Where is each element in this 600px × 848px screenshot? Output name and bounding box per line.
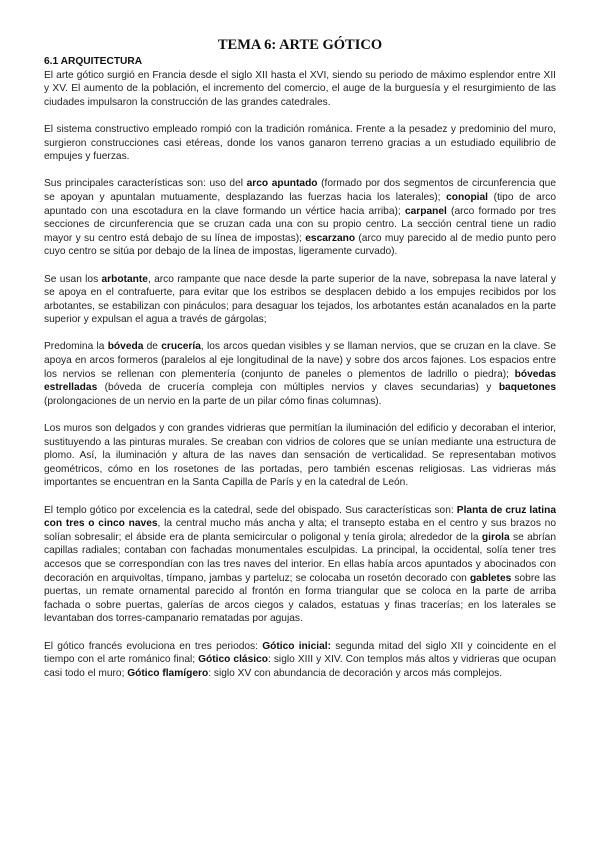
page-title: TEMA 6: ARTE GÓTICO	[217, 37, 383, 53]
term-gotico-flamigero: Gótico flamígero	[127, 667, 209, 679]
term-carpanel: carpanel	[404, 205, 447, 217]
paragraph-construction-system: El sistema constructivo empleado rompió con la tradición románica. Frente a la pesadez y predominio del muro, surgieron construcciones casi etéreas, donde los vanos ganaron terreno gracias a un estudiado equilibrio de empujes y fuerzas.	[44, 123, 556, 163]
paragraph-periods: El gótico francés evoluciona en tres periodos: Gótico inicial: segunda mitad del siglo XII y coincidente en el tiempo con el arte románico final; Gótico clásico: siglo XIII y XIV. Con templos más altos y vidrieras que ocupan casi todo el muro; Gótico flamígero: siglo XV con abundancia de decoración y arcos más complejos.	[44, 640, 557, 679]
paragraph-vaults: Predomina la bóveda de crucería, los arcos quedan visibles y se llaman nervios, que se cruzan en la clave. Se apoya en arcos formeros (paralelos al eje longitudinal de la nave) y sobre dos arcos fajones. Los espacios entre los nervios se rellenan con plementería (conjunto de paneles o plementos de ladrillo o piedra); bóvedas estrelladas (bóveda de crucería compleja con múltiples nervios y claves secundarias) y baquetones (prolongaciones de un nervio en la parte de un pilar cómo finas columnas).	[44, 341, 557, 407]
term-conopial: conopial	[446, 191, 489, 203]
section-heading: 6.1 ARQUITECTURA	[44, 56, 143, 67]
term-arco-apuntado: arco apuntado	[246, 178, 318, 190]
term-gotico-clasico: Gótico clásico	[198, 654, 268, 666]
term-baquetones: baquetones	[498, 382, 556, 394]
paragraph-arch-types: Sus principales características son: uso del arco apuntado (formado por dos segmentos de circunferencia que se apoyan y apuntalan mutuamente, desplazando las fuerzas hacia los laterales); conopial (tipo de arco apuntado con una escotadura en la clave formando un vértice hacia arriba); carpanel (arco formado por tres secciones de circunferencia que se cruzan cada una con su propio centro. La sección central tiene un radio mayor y su centro está debajo de su línea de impostas); escarzano (arco muy parecido al de medio punto pero cuyo centro se sitúa por debajo de la línea de impostas, ligeramente curvado).	[44, 178, 557, 258]
term-cruceria: crucería	[161, 341, 201, 353]
term-bovedas-estrelladas: bóvedas estrelladas	[44, 368, 556, 394]
term-girola: girola	[481, 531, 510, 543]
term-arbotante: arbotante	[101, 273, 148, 285]
term-boveda: bóveda	[107, 341, 144, 353]
term-escarzano: escarzano	[305, 232, 356, 244]
paragraph-stained-glass: Los muros son delgados y con grandes vidrieras que permitían la iluminación del edificio y decoraban el interior, sustituyendo a las pinturas murales. Se creaban con vidrios de colores que se unían mediante una estructura de plomo. Así, la iluminación y altura de las naves dan sensación de verticalidad. Se representaban motivos geométricos, cómo en los rosetones de las portadas, pero también escenas religiosas. Las vidrieras más importantes se encuentran en la Santa Capilla de París y en la catedral de León.	[44, 423, 556, 489]
term-planta-cruz-latina: Planta de cruz latina con tres o cinco naves	[44, 504, 557, 530]
paragraph-intro: El arte gótico surgió en Francia desde el siglo XII hasta el XVI, siendo su periodo de máximo esplendor entre XII y XV. El aumento de la población, el incremento del comercio, el auge de la burguesía y el resurgimiento de las ciudades impulsaron la construcción de las grandes catedrales.	[44, 69, 556, 108]
paragraph-arbotantes: Se usan los arbotante, arco rampante que nace desde la parte superior de la nave, sobrepasa la nave lateral y se apoya en el contrafuerte, para evitar que los estribos se desplacen debido a los empujes recibidos por los arbotantes, se estabilizan con pináculos; para desaguar los tejados, los arbotantes están acanalados en la parte superior y expulsan el agua a través de gárgolas;	[44, 273, 556, 326]
paragraph-cathedral: El templo gótico por excelencia es la catedral, sede del obispado. Sus características son: Planta de cruz latina con tres o cinco naves, la central mucho más ancha y alta; el transepto estaba en el centro y sus brazos no solían sobresalir; el ábside era de planta semicircular o poligonal y tenía girola; alrededor de la girola se abrían capillas radiales; contaban con fachadas monumentales esculpidas. La principal, la occidental, solía tener tres accesos que se correspondían con las tres naves del interior. En ellas había arcos apuntados y abocinados con decoración en arquivoltas, tímpano, jambas y parteluz; se colocaba un rosetón decorado con gabletes sobre las puertas, un remate ornamental parecido al frontón en forma triangular que se coloca en la parte de arriba fachada o sobre puertas, galerías de arcos ciegos y calados, estatuas y finas tracerías; en los laterales se levantaban dos torres-campanario rematadas por agujas.	[44, 504, 557, 625]
term-gotico-inicial: Gótico inicial:	[262, 640, 331, 652]
term-gabletes: gabletes	[469, 572, 512, 584]
